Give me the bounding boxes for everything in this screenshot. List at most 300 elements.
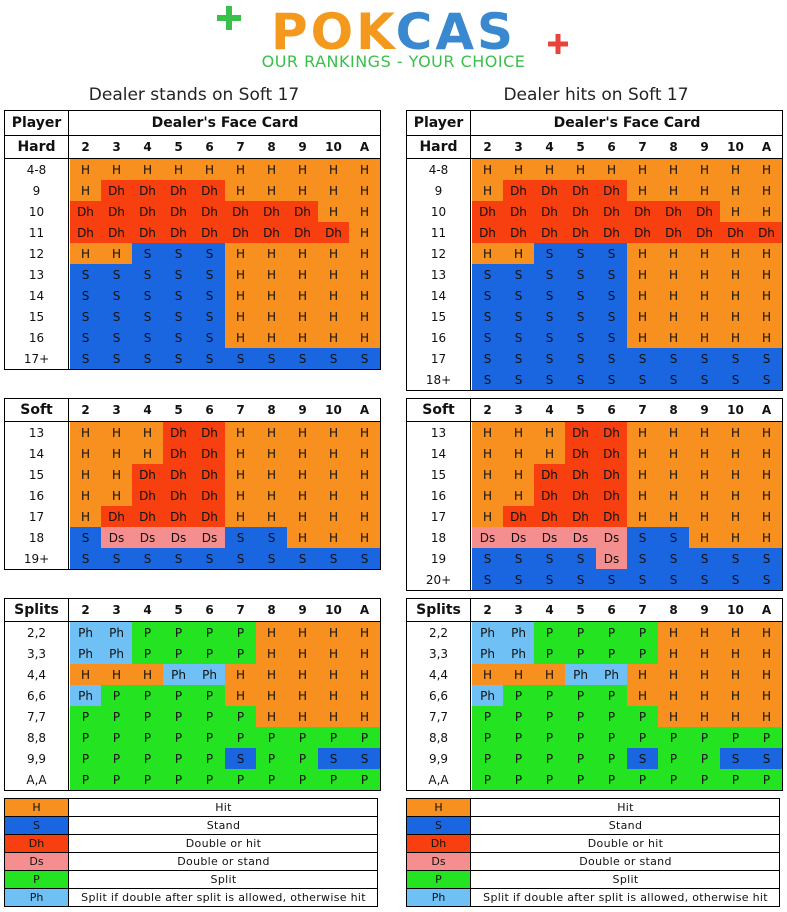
- strategy-cell: H: [318, 243, 349, 264]
- strategy-cell: H: [287, 306, 318, 327]
- legend-code: P: [407, 871, 471, 888]
- strategy-cell: S: [349, 548, 380, 569]
- strategy-cell: S: [70, 548, 101, 569]
- strategy-cell: P: [534, 748, 565, 769]
- strategy-cell: H: [627, 443, 658, 464]
- strategy-cell: H: [751, 180, 782, 201]
- strategy-cell: P: [565, 685, 596, 706]
- strategy-cell: P: [689, 769, 720, 790]
- strategy-cell: P: [132, 769, 163, 790]
- strategy-cell: P: [225, 706, 256, 727]
- strategy-cell: H: [658, 706, 689, 727]
- strategy-cell: H: [349, 201, 380, 222]
- strategy-cell: H: [751, 327, 782, 348]
- strategy-cell: S: [751, 348, 782, 369]
- strategy-cell: S: [256, 527, 287, 548]
- dealer-card-header-7: 7: [638, 603, 647, 617]
- dealer-card-header-5: 5: [174, 403, 183, 417]
- strategy-cell: Dh: [596, 422, 627, 443]
- right-hard-table: [406, 110, 783, 391]
- strategy-cell: H: [627, 264, 658, 285]
- legend-description: Stand: [206, 819, 241, 832]
- dealer-card-header-8: 8: [267, 140, 276, 154]
- legend-row: [5, 817, 377, 835]
- strategy-cell: H: [689, 180, 720, 201]
- table-row: [407, 159, 782, 180]
- strategy-cell: S: [256, 548, 287, 569]
- strategy-cell: H: [658, 506, 689, 527]
- strategy-cell: H: [70, 443, 101, 464]
- strategy-cell: H: [318, 706, 349, 727]
- strategy-cell: Dh: [596, 485, 627, 506]
- player-hand-label: 9,9: [407, 748, 471, 769]
- strategy-cell: H: [658, 306, 689, 327]
- left-legend: [4, 798, 378, 907]
- dealer-card-header-7: 7: [236, 403, 245, 417]
- strategy-cell: Dh: [163, 464, 194, 485]
- logo-tagline: OUR RANKINGS - YOUR CHOICE: [261, 52, 526, 71]
- dealer-card-header-2: 2: [483, 403, 492, 417]
- strategy-cell: H: [349, 422, 380, 443]
- strategy-cell: P: [720, 769, 751, 790]
- strategy-cell: H: [225, 180, 256, 201]
- splits-section-label: Splits: [407, 599, 471, 621]
- strategy-cell: H: [349, 685, 380, 706]
- strategy-cell: Dh: [534, 506, 565, 527]
- player-hand-label: 9,9: [5, 748, 69, 769]
- dealer-card-header-6: 6: [205, 603, 214, 617]
- strategy-cell: S: [627, 548, 658, 569]
- player-hand-label: 12: [5, 243, 69, 264]
- hard-section-label: Hard: [5, 136, 69, 158]
- dealer-card-header-4: 4: [545, 603, 554, 617]
- table-row: [5, 422, 380, 443]
- strategy-cell: P: [596, 706, 627, 727]
- strategy-cell: P: [256, 769, 287, 790]
- dealer-card-header-9: 9: [298, 603, 307, 617]
- table-row: [5, 443, 380, 464]
- strategy-cell: P: [194, 643, 225, 664]
- table-row: [407, 180, 782, 201]
- strategy-cell: P: [565, 748, 596, 769]
- strategy-cell: P: [163, 643, 194, 664]
- player-hand-label: 13: [407, 264, 471, 285]
- player-hand-label: 13: [5, 422, 69, 443]
- strategy-cell: Ph: [596, 664, 627, 685]
- strategy-cell: S: [658, 348, 689, 369]
- strategy-cell: H: [70, 506, 101, 527]
- strategy-cell: H: [225, 685, 256, 706]
- strategy-cell: P: [689, 748, 720, 769]
- strategy-cell: P: [163, 727, 194, 748]
- strategy-cell: Dh: [101, 222, 132, 243]
- strategy-cell: Dh: [194, 201, 225, 222]
- strategy-cell: Ph: [70, 643, 101, 664]
- strategy-cell: Dh: [565, 180, 596, 201]
- strategy-cell: S: [565, 285, 596, 306]
- strategy-cell: H: [534, 664, 565, 685]
- right-header-row: [407, 111, 782, 136]
- strategy-cell: S: [287, 348, 318, 369]
- right-splits-column-header-row: [407, 599, 782, 622]
- strategy-cell: P: [658, 727, 689, 748]
- strategy-cell: S: [70, 264, 101, 285]
- strategy-cell: S: [565, 369, 596, 390]
- player-hand-label: 11: [407, 222, 471, 243]
- dealer-card-header-9: 9: [700, 603, 709, 617]
- strategy-cell: S: [689, 548, 720, 569]
- strategy-cell: H: [318, 622, 349, 643]
- right-soft-table: [406, 398, 783, 591]
- strategy-cell: P: [101, 748, 132, 769]
- strategy-cell: S: [689, 348, 720, 369]
- strategy-cell: H: [287, 506, 318, 527]
- strategy-cell: Dh: [751, 222, 782, 243]
- dealer-card-header-7: 7: [638, 403, 647, 417]
- strategy-cell: S: [534, 348, 565, 369]
- legend-row: [5, 889, 377, 906]
- strategy-cell: H: [287, 464, 318, 485]
- strategy-cell: H: [70, 422, 101, 443]
- strategy-cell: H: [627, 664, 658, 685]
- legend-code: S: [5, 817, 69, 834]
- dealer-card-header-a: A: [359, 403, 370, 417]
- strategy-cell: S: [163, 306, 194, 327]
- strategy-cell: P: [534, 769, 565, 790]
- strategy-cell: P: [627, 769, 658, 790]
- dealer-card-header-4: 4: [143, 140, 152, 154]
- strategy-cell: S: [565, 348, 596, 369]
- strategy-cell: H: [720, 264, 751, 285]
- player-hand-label: 18: [407, 527, 471, 548]
- strategy-cell: P: [472, 748, 503, 769]
- player-hand-label: 19: [407, 548, 471, 569]
- player-hand-label: 10: [407, 201, 471, 222]
- player-hand-label: 13: [5, 264, 69, 285]
- dealer-card-header-6: 6: [205, 403, 214, 417]
- strategy-cell: S: [534, 285, 565, 306]
- strategy-cell: P: [349, 769, 380, 790]
- strategy-cell: Ph: [472, 622, 503, 643]
- strategy-cell: Dh: [565, 422, 596, 443]
- strategy-cell: H: [349, 264, 380, 285]
- strategy-cell: Dh: [287, 222, 318, 243]
- dealer-card-header-3: 3: [112, 603, 121, 617]
- strategy-cell: S: [503, 306, 534, 327]
- strategy-cell: H: [658, 264, 689, 285]
- soft-section-label: Soft: [407, 399, 471, 421]
- strategy-cell: H: [658, 485, 689, 506]
- strategy-cell: H: [101, 159, 132, 180]
- strategy-cell: S: [472, 285, 503, 306]
- strategy-cell: S: [472, 348, 503, 369]
- strategy-cell: H: [751, 685, 782, 706]
- strategy-cell: H: [101, 243, 132, 264]
- strategy-cell: H: [256, 664, 287, 685]
- table-row: [407, 422, 782, 443]
- strategy-cell: S: [194, 264, 225, 285]
- strategy-cell: S: [194, 327, 225, 348]
- player-hand-label: 8,8: [407, 727, 471, 748]
- table-row: [5, 664, 380, 685]
- table-row: [5, 548, 380, 569]
- strategy-cell: S: [596, 264, 627, 285]
- strategy-cell: P: [565, 622, 596, 643]
- legend-code: Ds: [407, 853, 471, 870]
- strategy-cell: H: [349, 706, 380, 727]
- strategy-cell: Dh: [503, 180, 534, 201]
- strategy-cell: H: [256, 506, 287, 527]
- strategy-cell: H: [720, 464, 751, 485]
- strategy-cell: H: [287, 664, 318, 685]
- strategy-cell: S: [658, 527, 689, 548]
- strategy-cell: Ph: [163, 664, 194, 685]
- table-row: [5, 285, 380, 306]
- right-soft-column-header-row: [407, 399, 782, 422]
- strategy-cell: Ph: [565, 664, 596, 685]
- dealer-card-header-5: 5: [174, 603, 183, 617]
- strategy-cell: P: [534, 706, 565, 727]
- strategy-cell: H: [225, 422, 256, 443]
- strategy-cell: Dh: [225, 222, 256, 243]
- strategy-cell: S: [720, 348, 751, 369]
- strategy-cell: H: [503, 464, 534, 485]
- strategy-cell: P: [194, 748, 225, 769]
- strategy-cell: H: [751, 622, 782, 643]
- strategy-cell: H: [287, 264, 318, 285]
- strategy-cell: Dh: [565, 443, 596, 464]
- strategy-cell: H: [349, 485, 380, 506]
- strategy-cell: H: [225, 664, 256, 685]
- strategy-cell: S: [720, 569, 751, 590]
- player-hand-label: 9: [5, 180, 69, 201]
- strategy-cell: H: [287, 643, 318, 664]
- strategy-cell: P: [627, 706, 658, 727]
- strategy-cell: P: [225, 622, 256, 643]
- strategy-cell: H: [472, 243, 503, 264]
- strategy-cell: P: [503, 769, 534, 790]
- strategy-cell: S: [472, 548, 503, 569]
- dealer-card-header-a: A: [761, 140, 772, 154]
- strategy-cell: H: [658, 464, 689, 485]
- strategy-cell: H: [689, 706, 720, 727]
- table-row: [5, 201, 380, 222]
- player-hand-label: 4-8: [407, 159, 471, 180]
- strategy-cell: H: [627, 180, 658, 201]
- strategy-cell: Dh: [163, 180, 194, 201]
- dealer-card-header-5: 5: [576, 403, 585, 417]
- legend-description: Double or stand: [579, 855, 672, 868]
- strategy-cell: S: [565, 306, 596, 327]
- strategy-cell: H: [720, 706, 751, 727]
- strategy-cell: S: [627, 369, 658, 390]
- strategy-cell: S: [534, 243, 565, 264]
- strategy-cell: H: [225, 243, 256, 264]
- player-hand-label: 6,6: [5, 685, 69, 706]
- strategy-cell: Dh: [101, 180, 132, 201]
- strategy-cell: S: [658, 548, 689, 569]
- strategy-cell: H: [318, 306, 349, 327]
- strategy-cell: P: [751, 727, 782, 748]
- strategy-cell: Dh: [194, 506, 225, 527]
- strategy-cell: P: [472, 706, 503, 727]
- strategy-cell: S: [163, 285, 194, 306]
- strategy-cell: P: [225, 727, 256, 748]
- strategy-cell: H: [751, 443, 782, 464]
- strategy-cell: H: [256, 422, 287, 443]
- strategy-cell: H: [256, 622, 287, 643]
- player-hand-label: 18+: [407, 369, 471, 390]
- strategy-cell: H: [349, 285, 380, 306]
- strategy-cell: Dh: [534, 201, 565, 222]
- strategy-cell: P: [101, 769, 132, 790]
- strategy-cell: H: [689, 243, 720, 264]
- strategy-cell: H: [287, 243, 318, 264]
- strategy-cell: S: [534, 306, 565, 327]
- strategy-cell: P: [596, 727, 627, 748]
- strategy-cell: S: [751, 748, 782, 769]
- strategy-cell: H: [658, 243, 689, 264]
- strategy-cell: H: [318, 485, 349, 506]
- strategy-cell: H: [287, 685, 318, 706]
- strategy-cell: H: [225, 464, 256, 485]
- strategy-cell: H: [751, 201, 782, 222]
- strategy-cell: H: [503, 159, 534, 180]
- strategy-cell: S: [472, 306, 503, 327]
- strategy-cell: H: [689, 643, 720, 664]
- strategy-cell: P: [318, 727, 349, 748]
- strategy-cell: Ph: [503, 643, 534, 664]
- strategy-cell: S: [132, 348, 163, 369]
- dealer-card-header-3: 3: [112, 140, 121, 154]
- strategy-cell: Dh: [194, 485, 225, 506]
- strategy-cell: H: [256, 327, 287, 348]
- strategy-cell: H: [318, 201, 349, 222]
- strategy-cell: Dh: [256, 201, 287, 222]
- strategy-cell: Ph: [70, 685, 101, 706]
- strategy-cell: H: [70, 485, 101, 506]
- strategy-cell: H: [689, 264, 720, 285]
- strategy-cell: H: [689, 159, 720, 180]
- strategy-cell: Dh: [132, 201, 163, 222]
- dealer-card-header-4: 4: [545, 140, 554, 154]
- strategy-cell: S: [194, 306, 225, 327]
- strategy-cell: H: [318, 506, 349, 527]
- player-hand-label: 15: [407, 464, 471, 485]
- legend-row: [5, 835, 377, 853]
- dealer-card-header-4: 4: [143, 603, 152, 617]
- table-row: [5, 243, 380, 264]
- strategy-cell: H: [287, 527, 318, 548]
- strategy-cell: H: [349, 643, 380, 664]
- strategy-cell: S: [658, 569, 689, 590]
- table-row: [407, 685, 782, 706]
- soft-section-label: Soft: [5, 399, 69, 421]
- strategy-cell: H: [720, 422, 751, 443]
- table-row: [5, 769, 380, 790]
- strategy-cell: H: [349, 443, 380, 464]
- strategy-cell: S: [132, 327, 163, 348]
- strategy-cell: H: [658, 664, 689, 685]
- table-row: [407, 464, 782, 485]
- strategy-cell: H: [627, 327, 658, 348]
- table-row: [407, 485, 782, 506]
- strategy-cell: P: [287, 748, 318, 769]
- legend-code: Dh: [407, 835, 471, 852]
- strategy-cell: P: [256, 727, 287, 748]
- strategy-cell: Ds: [503, 527, 534, 548]
- strategy-cell: P: [596, 685, 627, 706]
- strategy-cell: S: [194, 548, 225, 569]
- strategy-cell: H: [318, 443, 349, 464]
- strategy-cell: H: [472, 664, 503, 685]
- strategy-cell: H: [503, 443, 534, 464]
- strategy-cell: H: [194, 159, 225, 180]
- strategy-cell: P: [503, 748, 534, 769]
- strategy-cell: P: [534, 727, 565, 748]
- strategy-cell: H: [287, 443, 318, 464]
- strategy-cell: S: [194, 285, 225, 306]
- strategy-cell: S: [565, 264, 596, 285]
- strategy-cell: H: [503, 422, 534, 443]
- strategy-cell: H: [720, 443, 751, 464]
- player-hand-label: A,A: [5, 769, 69, 790]
- table-row: [5, 685, 380, 706]
- strategy-cell: H: [287, 422, 318, 443]
- strategy-cell: H: [287, 327, 318, 348]
- strategy-cell: P: [751, 769, 782, 790]
- strategy-cell: H: [70, 180, 101, 201]
- legend-description: Stand: [608, 819, 643, 832]
- dealer-card-header-10: 10: [325, 403, 342, 417]
- strategy-cell: S: [163, 264, 194, 285]
- strategy-cell: H: [287, 706, 318, 727]
- strategy-cell: P: [503, 706, 534, 727]
- player-hand-label: 4,4: [407, 664, 471, 685]
- strategy-cell: H: [472, 443, 503, 464]
- left-header-row: [5, 111, 380, 136]
- strategy-cell: S: [503, 327, 534, 348]
- strategy-cell: P: [503, 727, 534, 748]
- dealer-card-header-2: 2: [483, 140, 492, 154]
- strategy-cell: H: [256, 243, 287, 264]
- strategy-cell: Ds: [163, 527, 194, 548]
- strategy-cell: P: [163, 769, 194, 790]
- legend-description: Split if double after split is allowed, otherwise hit: [483, 891, 768, 904]
- strategy-cell: P: [287, 769, 318, 790]
- strategy-cell: H: [751, 485, 782, 506]
- player-hand-label: 7,7: [407, 706, 471, 727]
- legend-row: [5, 853, 377, 871]
- strategy-cell: P: [70, 706, 101, 727]
- table-row: [407, 264, 782, 285]
- player-hand-label: A,A: [407, 769, 471, 790]
- strategy-cell: S: [627, 527, 658, 548]
- strategy-cell: S: [225, 527, 256, 548]
- player-hand-label: 18: [5, 527, 69, 548]
- strategy-cell: Dh: [534, 222, 565, 243]
- strategy-cell: H: [225, 306, 256, 327]
- strategy-cell: P: [132, 727, 163, 748]
- strategy-cell: S: [534, 327, 565, 348]
- player-label: Player: [5, 111, 69, 135]
- strategy-cell: H: [627, 485, 658, 506]
- strategy-cell: Dh: [194, 464, 225, 485]
- table-row: [5, 159, 380, 180]
- legend-row: [407, 889, 779, 906]
- table-row: [407, 727, 782, 748]
- table-row: [407, 548, 782, 569]
